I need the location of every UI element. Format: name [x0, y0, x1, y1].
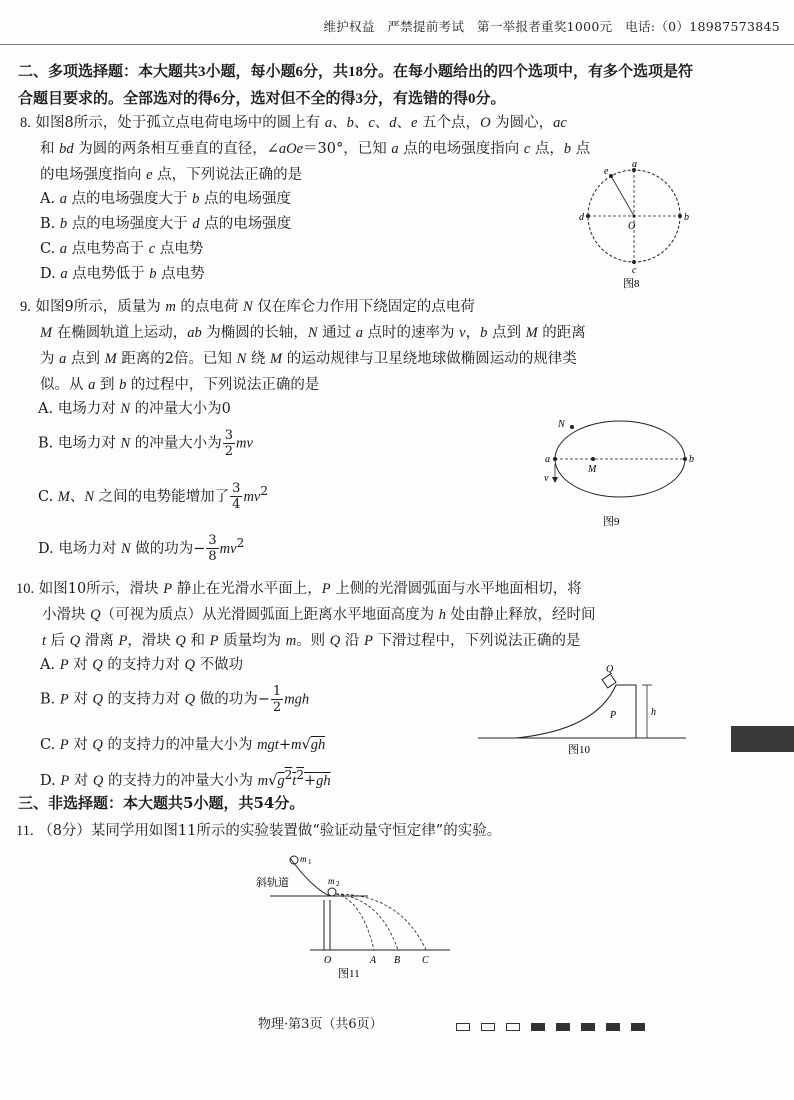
- svg-text:e: e: [604, 166, 609, 177]
- question-10-stem: 10. 如图10所示，滑块 P 静止在光滑水平面上，P 上侧的光滑圆弧面与水平地面相切，将 小滑块 Q（可视为质点）从光滑圆弧面上距离水平地面高度为 h 处由静止释放，经时间 t 后 Q 滑离 P，滑块 Q 和 P 质量均为 m。则 Q 沿 P 下滑过程中，下列说法正确的是: [16, 581, 596, 649]
- svg-text:b: b: [684, 212, 689, 223]
- fig11-track-label: 斜轨道: [256, 877, 289, 889]
- figure-9: [540, 414, 700, 534]
- marker-filled: [631, 1023, 645, 1031]
- fig11-caption: 图11: [338, 968, 360, 980]
- marker-empty: [481, 1023, 495, 1031]
- figure-11: [250, 850, 460, 980]
- marker-empty: [456, 1023, 470, 1031]
- svg-text:v: v: [544, 473, 549, 484]
- svg-text:O: O: [628, 221, 636, 232]
- svg-text:B: B: [394, 955, 401, 966]
- svg-text:P: P: [610, 710, 617, 721]
- q9-option-a: A. 电场力对 N 的冲量大小为0: [38, 401, 231, 417]
- marker-filled: [556, 1023, 570, 1031]
- svg-text:O: O: [324, 955, 332, 966]
- page-edge-tab: [731, 726, 794, 752]
- q9-option-b: B. 电场力对 N 的冲量大小为 $\frac{3}{2}$ mv: [38, 428, 253, 459]
- q10-option-a: A. P 对 Q 的支持力对 Q 不做功: [40, 657, 244, 673]
- marker-filled: [581, 1023, 595, 1031]
- svg-text:c: c: [632, 265, 637, 276]
- marker-filled: [606, 1023, 620, 1031]
- svg-text:N: N: [558, 419, 565, 430]
- footer-markers: [456, 1016, 656, 1035]
- q10-option-b: B. P 对 Q 的支持力对 Q 做的功为− $\frac{1}{2}$ mgh: [40, 684, 310, 715]
- fig10-slider-q: [602, 674, 616, 688]
- svg-text:A: A: [370, 955, 377, 966]
- svg-text:C: C: [422, 955, 429, 966]
- page-footer: 物理·第3页（共6页）: [258, 1017, 383, 1032]
- figure-8: [578, 160, 698, 290]
- fig8-caption: 图8: [623, 278, 640, 290]
- q10-option-d: D. P 对 Q 的支持力的冲量大小为 $m√g^2t^2+gh$: [40, 768, 331, 789]
- q9-option-c: C. M、N 之间的电势能增加了 $\frac{3}{4}$ $mv^2$: [38, 481, 269, 513]
- fig11-trajectory-b: [336, 894, 398, 950]
- fig11-ball-m2: [328, 888, 336, 896]
- svg-text:Q: Q: [606, 664, 614, 675]
- q10-option-c: C. P 对 Q 的支持力的冲量大小为 mgt+m√gh: [40, 737, 326, 753]
- fig10-block-p: [516, 685, 636, 738]
- section-3-heading: 三、非选择题：本大题共5小题，共54分。: [18, 794, 305, 812]
- question-9-stem: 9. 如图9所示，质量为 m 的点电荷 N 仅在库仑力作用下绕固定的点电荷 M 在椭圆轨道上运动，ab 为椭圆的长轴，N 通过 a 点时的速率为 v，b 点到 M 的距离 为 a 点到 M 距离的2倍。已知 N 绕 M 的运动规律与卫星绕地球做椭圆运动的规律类 似。从 a 到 b 的过程中，下列说法正确的是: [20, 299, 586, 393]
- svg-text:h: h: [651, 707, 656, 718]
- fig9-caption: 图9: [603, 516, 620, 528]
- q8-option-b: B. b 点的电场强度大于 d 点的电场强度: [40, 216, 292, 232]
- svg-text:m: m: [328, 876, 335, 886]
- fig11-trajectory-a: [336, 894, 374, 950]
- svg-text:b: b: [689, 454, 694, 465]
- svg-text:1: 1: [308, 858, 312, 866]
- section-2-heading: 二、多项选择题：本大题共3小题，每小题6分，共18分。在每小题给出的四个选项中，有多个选项是符合题目要求的。全部选对的得6分，选对但不全的得3分，有选错的得0分。: [18, 62, 694, 107]
- header-text: 维护权益 严禁提前考试 第一举报者重奖1000元 电话:（0）18987573845: [323, 19, 780, 34]
- q8-option-a: A. a 点的电场强度大于 b 点的电场强度: [40, 191, 292, 207]
- figure-10: [476, 660, 691, 760]
- question-8-stem: 8. 如图8所示，处于孤立点电荷电场中的圆上有 a、b、c、d、e 五个点，O 为圆心，ac 和 bd 为圆的两条相互垂直的直径，∠aOe＝30°，已知 a 点的电场强度指向 c 点，b 点 的电场强度指向 e 点，下列说法正确的是: [20, 115, 591, 183]
- fig11-trajectory-c: [336, 894, 426, 950]
- svg-text:a: a: [632, 160, 637, 170]
- fig8-line-oe: [611, 176, 634, 216]
- svg-text:d: d: [579, 212, 584, 223]
- q9-option-d: D. 电场力对 N 做的功为− $\frac{3}{8}$ $mv^2$: [38, 533, 245, 565]
- svg-text:a: a: [545, 454, 550, 465]
- fig10-caption: 图10: [568, 744, 590, 756]
- header-rule: [0, 44, 794, 45]
- page-header: [250, 17, 780, 35]
- svg-text:M: M: [588, 464, 597, 475]
- svg-text:m: m: [300, 854, 307, 864]
- q8-option-c: C. a 点电势高于 c 点电势: [40, 241, 204, 257]
- marker-empty: [506, 1023, 520, 1031]
- q8-option-d: D. a 点电势低于 b 点电势: [40, 266, 205, 282]
- question-11-stem: 11. （8分）某同学用如图11所示的实验装置做“验证动量守恒定律”的实验。: [16, 823, 502, 839]
- marker-filled: [531, 1023, 545, 1031]
- svg-text:2: 2: [336, 880, 340, 888]
